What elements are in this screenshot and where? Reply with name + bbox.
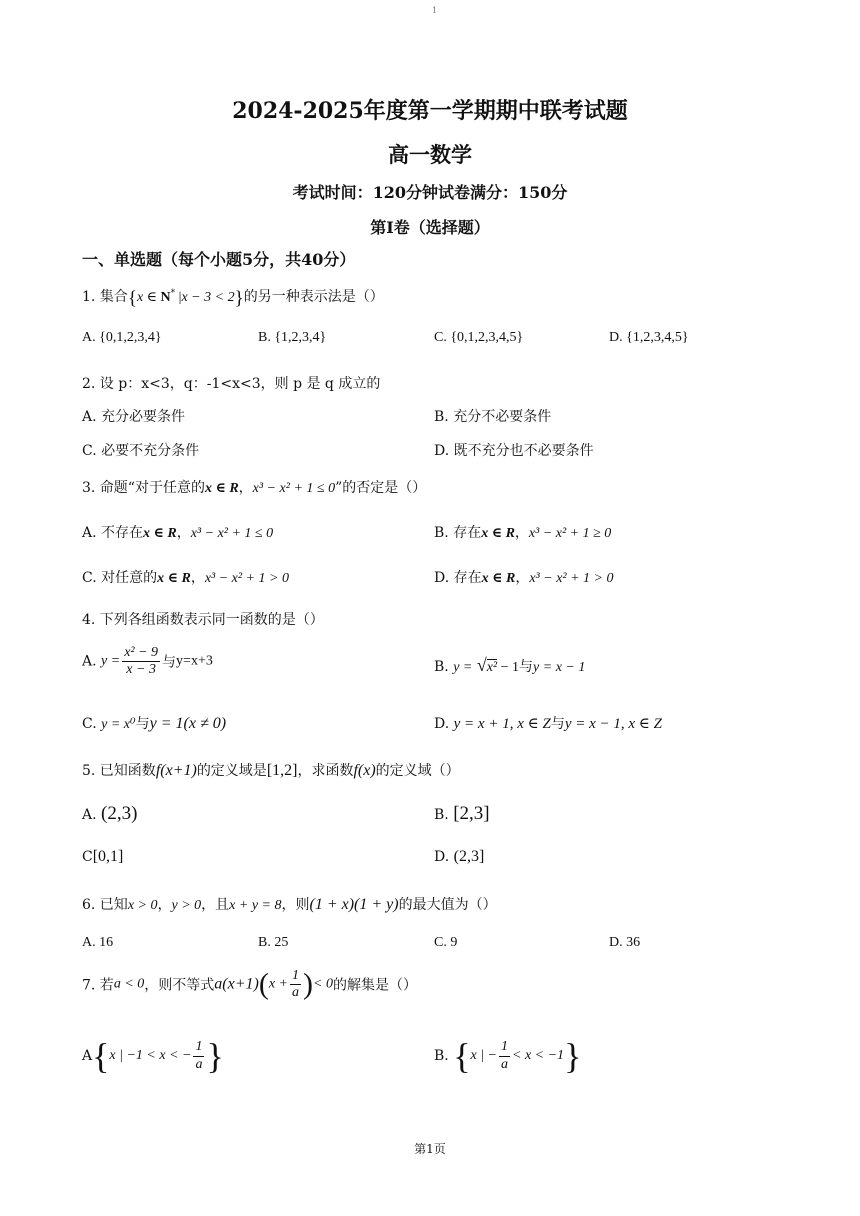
q5-f1: f(x+1)	[155, 762, 197, 779]
q3-c-expr: x³ − x² + 1 > 0	[204, 571, 289, 586]
q5-pre: 5. 已知函数	[82, 763, 156, 779]
q3-b-comma: ，	[514, 525, 529, 541]
q7-b-pre: x | −	[470, 1048, 497, 1063]
q7-fnum: 1	[290, 968, 301, 985]
q3-comma: ，	[238, 480, 253, 496]
q3-d-comma: ，	[515, 570, 530, 586]
q3-a-xr: x ∈ R	[143, 526, 177, 541]
q1-set-x: x	[136, 290, 144, 305]
exam-info: 考试时间：120分钟试卷满分：150分	[292, 183, 568, 202]
q4-b-sqrt: √	[476, 655, 487, 675]
q3-option-d	[434, 567, 614, 587]
q1-option-c: C. {0,1,2,3,4,5}	[434, 330, 524, 345]
q4-b-rest: − 1	[497, 660, 520, 675]
q7-a-label: A	[82, 1048, 93, 1064]
q3-a-comma: ，	[176, 525, 191, 541]
q7-fden: a	[292, 985, 299, 1001]
q2-option-a: A. 充分必要条件	[82, 409, 186, 425]
q4-a-y: y =	[101, 653, 121, 669]
q7-pre: 7. 若	[82, 977, 114, 994]
q4-a-den: x − 3	[126, 662, 156, 678]
q3-post: ”的否定是（）	[335, 480, 427, 496]
q4-c-label: C.	[82, 716, 97, 732]
q5-a-label: A.	[82, 807, 102, 823]
q1-pre: 集合	[99, 289, 128, 305]
q3-option-a	[82, 522, 273, 542]
q4-d-mid: 与	[550, 716, 565, 732]
q6-option-d: D. 36	[609, 935, 641, 950]
q6-option-b: B. 25	[258, 935, 289, 950]
q7-lhs: a(x+1)	[214, 975, 259, 993]
q1-set-star: *	[170, 288, 176, 299]
q1-set-bar: |	[175, 290, 182, 305]
q7-option-a	[82, 1038, 224, 1074]
q3-c-pre: C. 对任意的	[82, 570, 158, 586]
page-number: 第1页	[414, 1142, 446, 1156]
q1-set-in: ∈	[143, 290, 161, 305]
q7-a-num: 1	[193, 1039, 204, 1056]
q4-a-rhs: y=x+3	[176, 653, 213, 669]
q5-mid2: ，求函数	[297, 763, 354, 779]
q5-c-label: C	[82, 849, 93, 865]
q2-option-c: C. 必要不充分条件	[82, 443, 200, 459]
q5-c-value: [0,1]	[92, 848, 124, 865]
q7-b-num: 1	[499, 1039, 510, 1056]
q7-inner: x +	[268, 976, 288, 992]
q5-b-label: B.	[434, 807, 454, 823]
q7-a-pre: x | −1 < x < −	[109, 1048, 192, 1063]
volume-title: 第Ⅰ卷（选择题）	[370, 218, 490, 237]
q5-a-value: (2,3)	[101, 803, 138, 824]
q7-a-rbrace: }	[206, 1036, 224, 1076]
exam-title: 2024-2025年度第一学期期中联考试题	[232, 98, 628, 124]
q4-b-label: B.	[434, 659, 449, 675]
q4-a-num: x² − 9	[122, 645, 160, 662]
q7-b-fraction	[499, 1039, 510, 1072]
q4-a-label: A.	[82, 653, 97, 670]
q3-option-c	[82, 567, 289, 587]
q3-b-xr: x ∈ R	[481, 526, 515, 541]
q3-c-comma: ，	[190, 570, 205, 586]
q4-c-lhs: y = x⁰	[101, 717, 136, 732]
q1-number: 1.	[82, 289, 100, 305]
q3-a-pre: A. 不存在	[82, 525, 144, 541]
q1-set-cond: x − 3 < 2	[181, 290, 235, 305]
q5-domain: [1,2]	[266, 762, 298, 779]
q4-c-rhs: y = 1(x ≠ 0)	[149, 715, 227, 732]
q7-post: 的解集是（）	[332, 977, 417, 994]
q6-c3: x + y = 8	[229, 898, 282, 913]
q6-sep3: ，则	[281, 897, 310, 913]
q3-b-expr: x³ − x² + 1 ≥ 0	[528, 526, 612, 541]
q3-option-b	[434, 522, 611, 542]
q6-expr: (1 + x)(1 + y)	[309, 896, 399, 913]
question-7	[82, 968, 417, 1001]
q1-set-right: }	[234, 288, 244, 309]
q7-lparen: (	[258, 967, 269, 1001]
q7-rhs: < 0	[313, 976, 333, 992]
q3-pre: 3. 命题“对于任意的	[82, 480, 205, 496]
q2-option-d: D. 既不充分也不必要条件	[434, 443, 594, 459]
q5-post: 的定义域（）	[375, 763, 460, 779]
q1-option-a: A. {0,1,2,3,4}	[82, 330, 162, 345]
q6-option-a: A. 16	[82, 935, 114, 950]
q5-b-value: [2,3]	[453, 803, 490, 824]
q7-b-den: a	[501, 1056, 508, 1072]
q4-d-label: D.	[434, 716, 450, 732]
q7-fraction	[290, 968, 301, 1001]
q5-option-d	[434, 848, 484, 866]
q7-a-lbrace: {	[92, 1036, 110, 1076]
q6-option-c: C. 9	[434, 935, 458, 950]
question-5	[82, 760, 460, 780]
q5-mid: 的定义域是	[196, 763, 267, 779]
question-2: 2. 设 p：x<3，q：-1<x<3，则 p 是 q 成立的	[82, 376, 381, 392]
q4-a-mid: 与	[162, 654, 177, 671]
q3-d-expr: x³ − x² + 1 > 0	[529, 571, 614, 586]
q1-post: 的另一种表示法是（）	[243, 289, 384, 305]
q4-option-b	[434, 655, 585, 676]
q3-c-xr: x ∈ R	[157, 571, 191, 586]
q6-sep1: ，	[157, 897, 172, 913]
q6-c1: x > 0	[127, 898, 158, 913]
q4-option-c	[82, 713, 226, 733]
header-mark: 1	[432, 6, 438, 15]
q7-rparen: )	[303, 967, 313, 1001]
q4-b-mid: 与	[519, 659, 534, 675]
q6-sep2: ，且	[201, 897, 230, 913]
q4-a-fraction	[122, 645, 160, 678]
question-1	[82, 286, 384, 310]
q4-d-lhs: y = x + 1, x ∈ Z	[453, 716, 551, 732]
q6-c2: y > 0	[171, 898, 202, 913]
q5-option-b	[434, 803, 490, 825]
q3-b-pre: B. 存在	[434, 525, 482, 541]
q7-b-label: B.	[434, 1048, 449, 1064]
q4-b-rad: x²	[486, 660, 498, 675]
q7-b-rbrace: }	[564, 1036, 582, 1076]
q7-cond: a < 0	[113, 976, 145, 992]
q1-option-b: B. {1,2,3,4}	[258, 330, 327, 345]
q7-mid: ，则不等式	[144, 977, 215, 994]
q1-option-d: D. {1,2,3,4,5}	[609, 330, 689, 345]
q4-d-rhs: y = x − 1, x ∈ Z	[564, 716, 662, 732]
q5-option-c	[82, 848, 123, 866]
question-4: 4. 下列各组函数表示同一函数的是（）	[82, 612, 324, 628]
q7-option-b	[434, 1038, 581, 1074]
section-heading: 一、单选题（每个小题5分，共40分）	[82, 250, 356, 269]
q2-option-b: B. 充分不必要条件	[434, 409, 552, 425]
question-3	[82, 477, 426, 497]
q3-d-pre: D. 存在	[434, 570, 482, 586]
question-6	[82, 894, 497, 914]
q7-a-fraction	[193, 1039, 204, 1072]
q5-f2: f(x)	[353, 762, 376, 779]
q4-option-d	[434, 713, 662, 733]
q3-xr: x ∈ R	[204, 481, 239, 496]
q7-b-lbrace: {	[453, 1036, 471, 1076]
q4-option-a	[82, 645, 213, 678]
q7-a-den: a	[195, 1056, 203, 1072]
q3-expr: x³ − x² + 1 ≤ 0	[252, 481, 336, 496]
q6-pre: 6. 已知	[82, 897, 128, 913]
q3-d-xr: x ∈ R	[481, 571, 516, 586]
q3-a-expr: x³ − x² + 1 ≤ 0	[190, 526, 274, 541]
q7-b-post: < x < −1	[512, 1048, 565, 1063]
q1-set-n: N	[160, 290, 171, 305]
q5-d-label: D.	[434, 849, 454, 865]
q5-option-a	[82, 803, 137, 825]
q4-b-y: y =	[453, 660, 473, 675]
q4-c-mid: 与	[135, 716, 150, 732]
q5-d-value: (2,3]	[453, 848, 485, 865]
q6-post: 的最大值为（）	[398, 897, 497, 913]
q1-set-left: {	[127, 288, 137, 309]
subject-title: 高一数学	[388, 142, 472, 167]
q4-b-rhs: y = x − 1	[533, 660, 586, 675]
